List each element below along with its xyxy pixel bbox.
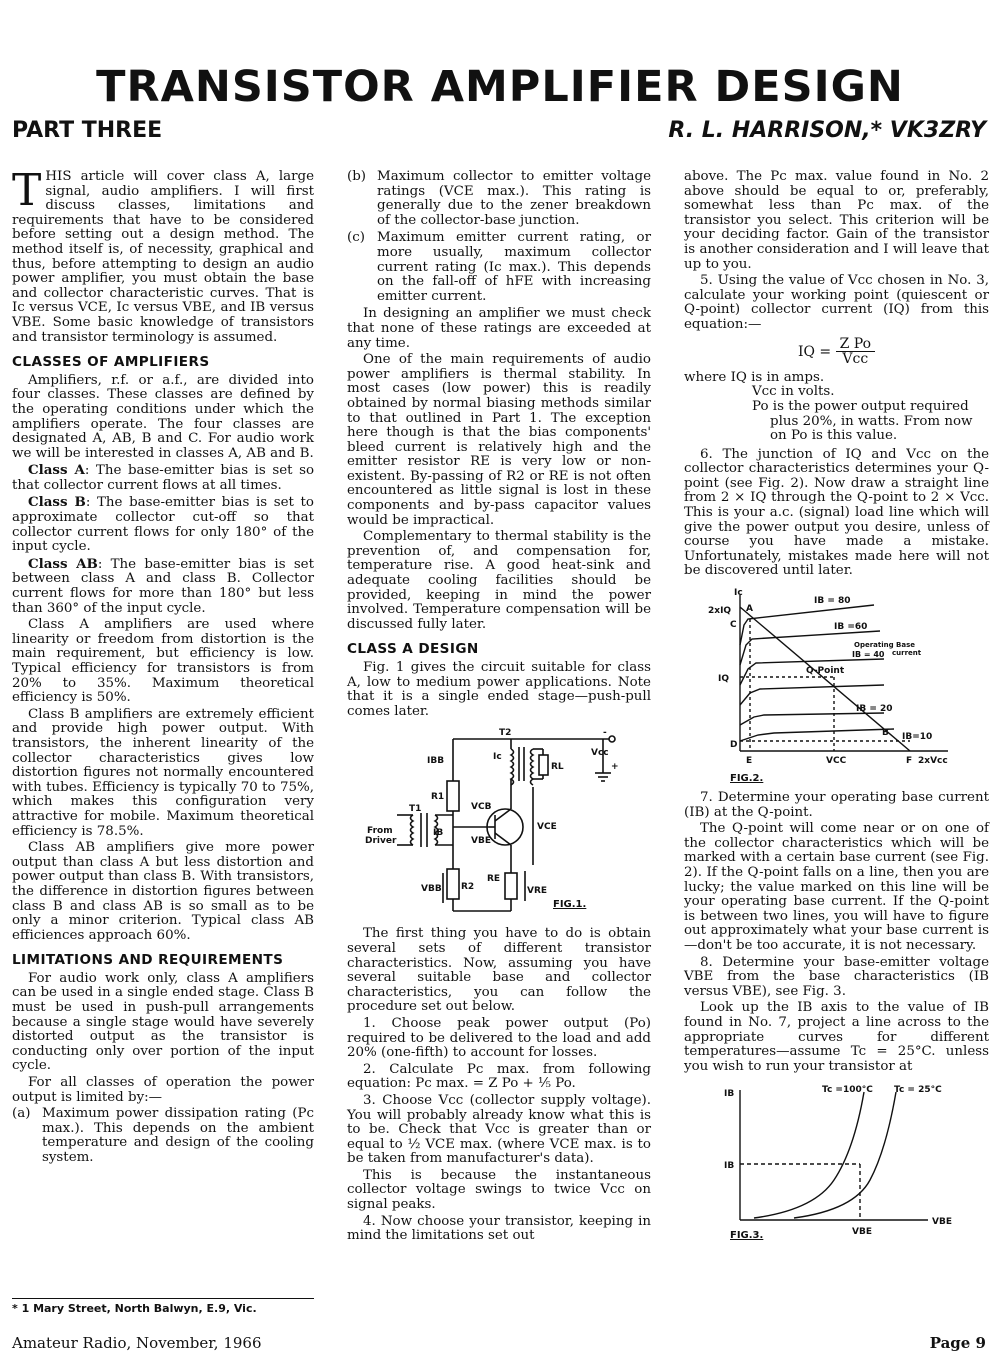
fig2-2iq: 2xIQ xyxy=(708,606,732,617)
step-2: 2. Calculate Pc max. from following equation: Pc max. = Z Po + ⅕ Po. xyxy=(347,1061,651,1092)
list-item: (c) Maximum emitter current rating, or more usually, maximum collector current rating (Ic max.). This depends on the fall-off of hFE with increasing emitter current. xyxy=(347,230,651,304)
fig1-vre-label: VRE xyxy=(527,886,548,897)
step-7: 7. Determine your operating base current (IB) at the Q-point. xyxy=(684,790,989,820)
figure-2-load-line xyxy=(684,585,984,785)
class-a-definition: Class A: The base-emitter bias is set so that collector current flows at all times. xyxy=(12,462,315,493)
column-1 xyxy=(12,165,315,1169)
fig1-r1-label: R1 xyxy=(431,792,445,803)
fig1-re-label: RE xyxy=(487,874,501,885)
fig1-rl-label: RL xyxy=(551,762,564,773)
paragraph: Class A amplifiers are used where linearity or freedom from distortion is the main requirement, but efficiency is low. Typical efficiency for transistors is from 20% to 35%. Maximum theoretical efficiency is 50%. xyxy=(12,617,314,706)
list-item: (a) Maximum power dissipation rating (Pc max.). This depends on the ambient temperature and design of the cooling system. xyxy=(12,1106,314,1165)
paragraph: For audio work only, class A amplifiers can be used in a single ended stage. Class B must be used in push-pull arrangements because a single stage would have severely distorted output as the transistor is conducting only over portion of the input cycle. xyxy=(12,970,314,1074)
step-6: 6. The junction of IQ and Vcc on the collector characteristics determines your Q-point (see Fig. 2). Now draw a straight line from 2 × IQ through the Q-point to 2 × Vcc. This is your a.c. (signal) load line which will give the power output you desire, unless of course you have made a mistake. Unfortunately, mistakes made here will not be discovered until later. xyxy=(684,446,989,579)
figure-3-base-characteristics xyxy=(684,1080,984,1246)
fig1-vcb-label: VCB xyxy=(471,802,492,813)
fig2-ib60: IB =60 xyxy=(834,622,868,633)
fig1-plus: + xyxy=(611,762,619,773)
fig1-caption: FIG.1. xyxy=(553,899,587,911)
paragraph: Class AB amplifiers give more power output than class A but less distortion and power output than class B. With transistors, the difference in distortion figures between class B and class AB is so small as to be only a minor criterion. Typical class AB efficiences approach 60%. xyxy=(12,840,314,943)
equation-iq: IQ = $\frac{\text{Z Po}}{\text{Vcc}}$ xyxy=(684,337,989,367)
paragraph: In designing an amplifier we must check that none of these ratings are exceeded at any time. xyxy=(347,306,651,351)
fig3-t25: Tc = 25°C xyxy=(894,1085,942,1096)
fig1-vbb-label: VBB xyxy=(421,884,442,895)
paragraph: Fig. 1 gives the circuit suitable for class A, low to medium power applications. Note that it is a single ended stage—push-pull comes later. xyxy=(347,660,651,719)
heading-classes: CLASSES OF AMPLIFIERS xyxy=(12,354,210,371)
fig2-vcc: VCC xyxy=(826,756,847,767)
fig1-vbe-label: VBE xyxy=(471,836,491,847)
step-4: 4. Now choose your transistor, keeping in mind the limitations set out xyxy=(347,1213,651,1244)
fig3-caption: FIG.3. xyxy=(730,1230,764,1242)
article-title: TRANSISTOR AMPLIFIER DESIGN xyxy=(96,62,904,112)
footnote: * 1 Mary Street, North Balwyn, E.9, Vic. xyxy=(12,1298,314,1315)
fig3-ylabel: IB xyxy=(724,1089,735,1100)
step-5: 5. Using the value of Vcc chosen in No. 3, calculate your working point (quiescent or Q-point) collector current (IQ) from this equation:— xyxy=(684,273,989,332)
paragraph: The Q-point will come near or on one of the collector characteristics which will be marked with a certain base current (see Fig. 2). If the Q-point falls on a line, then you are lucky; the value marked on this line will be your operating base current. If the Q-point is between two lines, you will have to figure out approximately what your base current is—don't be too accurate, it is not necessary. xyxy=(684,821,989,953)
paragraph: This is because the instantaneous collector voltage swings to twice Vcc on signal peaks. xyxy=(347,1167,651,1213)
fig1-t1-label: T1 xyxy=(409,804,422,815)
list-item: (b) Maximum collector to emitter voltage ratings (VCE max.). This rating is generally due to the zener breakdown of the collector-base junction. xyxy=(347,169,651,228)
fig1-ib-label: IB xyxy=(433,828,444,839)
paragraph: The first thing you have to do is obtain several sets of different transistor characteristics. Now, assuming you have several suitable base and collector characteristics, you can follow the procedure set out below. xyxy=(347,926,651,1015)
fig2-op-ib: IB = 40 xyxy=(852,650,885,660)
fig3-t100: Tc =100°C xyxy=(822,1085,873,1096)
step-1: 1. Choose peak power output (Po) required to be delivered to the load and add 20% (one-fifth) to account for losses. xyxy=(347,1015,651,1061)
author-byline: R. L. HARRISON,* VK3ZRY xyxy=(668,118,986,143)
class-ab-definition: Class AB: The base-emitter bias is set between class A and class B. Collector current flows for more than 180° but less than 360° of the input cycle. xyxy=(12,555,314,616)
figure-1-circuit xyxy=(347,725,647,921)
fig2-iq: IQ xyxy=(718,674,729,685)
paragraph: One of the main requirements of audio power amplifiers is thermal stability. In most cases (low power) this is readily obtained by normal biasing methods similar to that outlined in Part 1. The exception here though is that the bias components' bleed current is relatively high and the emitter resistor RE is very low or non-existent. By-passing of R2 or RE is not often encountered as little signal is lost in these components and by-pass capacitor values would be impractical. xyxy=(347,352,651,528)
page-number: Page 9 xyxy=(929,1334,986,1352)
fig2-f: F xyxy=(906,756,913,767)
fig1-vce-label: VCE xyxy=(537,822,557,833)
fig2-ylabel: Ic xyxy=(734,588,743,599)
fig2-op-current: current xyxy=(892,649,922,658)
fig2-e: E xyxy=(746,756,753,767)
heading-limitations: LIMITATIONS AND REQUIREMENTS xyxy=(12,952,284,969)
column-2 xyxy=(347,170,651,1246)
intro-paragraph: THIS article will cover class A, large signal, audio amplifiers. I will first discuss classes, limitations and requirements that have to be considered before setting out a design method. The method itself is, of necessity, graphical and thus, before attempting to design an audio power amplifier, you must obtain the base and collector characteristic curves. That is Ic versus VCE, Ic versus VBE, and IB versus VBE. Some basic knowledge of transistors and transistor terminology is assumed. xyxy=(12,165,314,345)
drop-cap: T xyxy=(12,165,42,216)
fig2-ib80: IB = 80 xyxy=(814,596,851,607)
fig2-op-base: Operating Base xyxy=(854,641,916,650)
paragraph: Amplifiers, r.f. or a.f., are divided into four classes. These classes are defined by the operating conditions under which the amplifiers operate. The four classes are designated A, AB, B and C. For audio work we will be interested in classes A, AB and B. xyxy=(12,372,314,461)
fig1-ibb-label: IBB xyxy=(427,756,445,767)
paragraph: Look up the IB axis to the value of IB found in No. 7, project a line across to the appropriate curves for different temperatures—assume Tc = 25°C. unless you wish to run your transistor at xyxy=(684,1000,989,1074)
fig2-c: C xyxy=(730,620,737,631)
fig1-minus: - xyxy=(603,728,607,739)
fig2-qpoint: Q-Point xyxy=(806,666,845,677)
fig2-ib20: IB = 20 xyxy=(856,704,893,715)
step-8: 8. Determine your base-emitter voltage VBE from the base characteristics (IB versus VBE), see Fig. 3. xyxy=(684,954,989,999)
fig3-xlabel: VBE xyxy=(932,1217,952,1228)
equation-definitions: where IQ is in amps. Vcc in volts. Po is the power output required plus 20%, in watts. From now on Po is this value. xyxy=(684,369,973,444)
fig2-d: D xyxy=(730,740,738,751)
fig2-a: A xyxy=(746,604,753,615)
heading-class-a-design: CLASS A DESIGN xyxy=(347,641,479,658)
fig1-driver-label: Driver xyxy=(365,836,397,847)
paragraph: For all classes of operation the power output is limited by:— xyxy=(12,1075,314,1105)
paragraph: above. The Pc max. value found in No. 2 above should be equal to or, preferably, somewhat less than Pc max. of the transistor you select. This criterion will be your deciding factor. Gain of the transistor is another consideration and I will leave that up to you. xyxy=(684,169,989,272)
fig1-ic-label: Ic xyxy=(493,752,502,763)
publication-footer: Amateur Radio, November, 1966 xyxy=(12,1334,262,1352)
fig1-from-label: From xyxy=(367,826,393,837)
fig2-2vcc: 2xVcc xyxy=(918,756,948,767)
fig1-t2-label: T2 xyxy=(499,728,512,739)
fig2-b: B xyxy=(882,728,889,739)
step-3: 3. Choose Vcc (collector supply voltage). You will probably already know what this is to be. Check that Vcc is greater than or equal to ½ VCE max. (where VCE max. is to be taken from manufacturer's data). xyxy=(347,1092,651,1167)
fig3-ib: IB xyxy=(724,1161,735,1172)
fig1-r2-label: R2 xyxy=(461,882,475,893)
class-b-definition: Class B: The base-emitter bias is set to approximate collector cut-off so that collector current flows for only 180° of the input cycle. xyxy=(12,494,314,555)
paragraph: Complementary to thermal stability is the prevention of, and compensation for, temperature rise. A good heat-sink and adequate cooling facilities should be provided, keeping in mind the power involved. Temperature compensation will be discussed fully later. xyxy=(347,529,651,632)
paragraph: Class B amplifiers are extremely efficient and provide high power output. With transistors, the inherent linearity of the collector characteristics gives low distortion figures not normally encountered with tubes. Efficiency is typically 70 to 75%, which makes this configuration very attractive for mobile. Maximum theoretical efficiency is 78.5%. xyxy=(12,706,314,839)
part-label: PART THREE xyxy=(12,118,163,143)
fig2-ib10: IB=10 xyxy=(902,732,933,743)
fig1-vcc-label: Vcc xyxy=(591,748,609,759)
column-3 xyxy=(684,170,989,1252)
fig2-caption: FIG.2. xyxy=(730,773,764,785)
fig3-vbe: VBE xyxy=(852,1227,872,1238)
